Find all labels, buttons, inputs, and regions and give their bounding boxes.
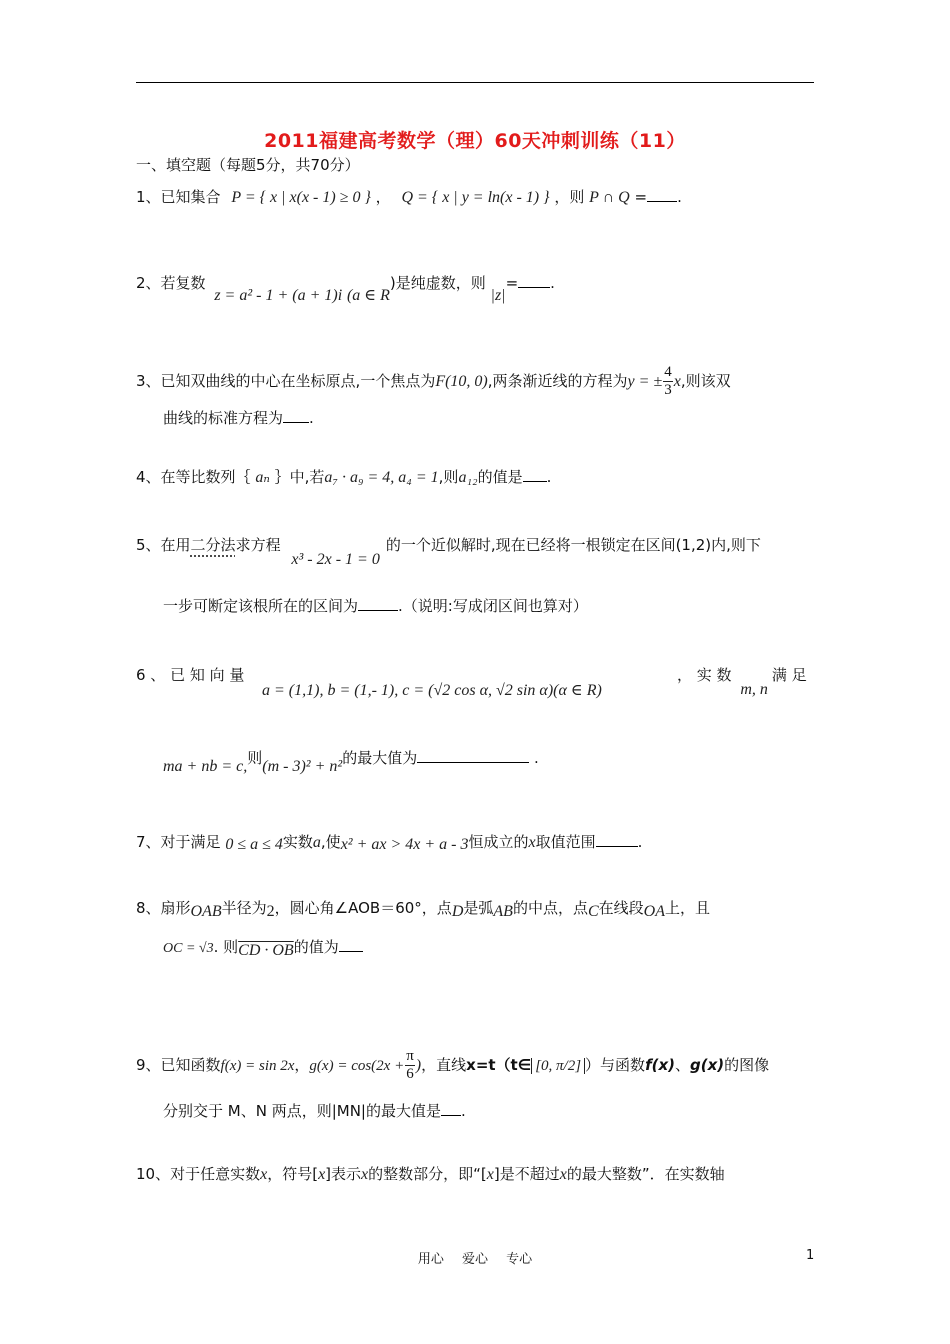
q10-c: ]表示 [325, 1165, 362, 1183]
q3-end: . [309, 409, 314, 427]
q3-asym: y = ± [627, 373, 663, 390]
q5-line1-a: 5、在用 [136, 536, 191, 554]
question-8 [136, 898, 710, 919]
q9-xt: x=t（t∈ [466, 1056, 532, 1074]
q5-equation: x³ - 2x - 1 = 0 [291, 551, 380, 568]
q9-line1-d: 的图像 [724, 1056, 770, 1074]
q1-answer-blank[interactable] [647, 187, 677, 202]
question-6-right [677, 665, 807, 698]
q3-line1-a: 3、已知双曲线的中心在坐标原点,一个焦点为 [136, 372, 436, 390]
question-5 [136, 535, 761, 568]
q4-prefix: 4、在等比数列｛ [136, 468, 251, 486]
q9-sep: ， [294, 1056, 310, 1074]
q9-line2: 分别交于 M、N 两点，则|MN|的最大值是 [163, 1102, 441, 1120]
q10-a: 10、对于任意实数 [136, 1165, 261, 1183]
question-7 [136, 832, 642, 853]
q7-mid3: 恒成立的 [468, 833, 529, 851]
q6-line1-a: 6 、 已 知 向 量 [136, 666, 245, 684]
q2-abs: |z| [490, 287, 506, 304]
question-9 [136, 1048, 769, 1083]
q10-x4: x [486, 1166, 494, 1183]
question-10 [136, 1164, 725, 1185]
q1-eq: = [634, 188, 648, 206]
q5-answer-blank[interactable] [358, 596, 398, 611]
q8-c: C [587, 903, 599, 920]
q5-line2-a: 一步可断定该根所在的区间为 [163, 597, 359, 615]
q9-line1-c: ）与函数 [585, 1056, 646, 1074]
question-3 [136, 364, 731, 399]
q1-mid: ，则 [554, 188, 585, 206]
q2-prefix: 2、若复数 [136, 274, 206, 292]
q8-line1-a: 8、扇形 [136, 899, 191, 917]
q7-answer-blank[interactable] [596, 832, 638, 847]
q6-vectors: a = (1,1), b = (1,- 1), c = (√2 cos α, √2 sin α)(α ∈ R) [262, 682, 602, 699]
q9-line1-a: 9、已知函数 [136, 1056, 221, 1074]
q4-target: a₁₂ [458, 469, 478, 486]
q1-sep: ， [375, 188, 391, 206]
q4-an: aₙ [255, 469, 270, 486]
page-title: 2011福建高考数学（理）60天冲刺训练（11） [264, 130, 686, 152]
q8-oab: OAB [190, 903, 222, 920]
q8-line1-g: 上，且 [664, 899, 710, 917]
q7-prefix: 7、对于满足 [136, 833, 221, 851]
q8-oa: OA [643, 903, 665, 920]
q7-end: . [637, 833, 643, 851]
q8-answer-blank[interactable] [339, 937, 363, 952]
q9-fx: f(x) [645, 1056, 675, 1074]
q2-expr: z = a² - 1 + (a + 1)i [214, 287, 343, 304]
q6-line1-c: 满 足 [771, 666, 807, 684]
q2-answer-blank[interactable] [518, 273, 550, 288]
q9-pi-fraction [405, 1048, 415, 1083]
q8-line2-b: . 则 [213, 938, 239, 956]
q10-d: 的整数部分，即“[ [368, 1165, 487, 1183]
q5-line1-c: 的一个近似解时,现在已经将一根锁定在区间(1,2)内,则下 [385, 536, 761, 554]
q3-line1-b: ,两条渐近线的方程为 [487, 372, 628, 390]
q6-end: . [534, 749, 539, 767]
q1-prefix: 1、已知集合 [136, 188, 221, 206]
question-4 [136, 467, 551, 488]
q8-radius: 2 [266, 903, 275, 920]
q9-pi-den: 6 [406, 1066, 414, 1082]
page-footer: 用心 爱心 专心 [417, 1252, 533, 1267]
q7-range: 0 ≤ a ≤ 4 [225, 836, 283, 853]
q8-line1-e: 的中点，点 [512, 899, 588, 917]
question-5-line2 [163, 596, 588, 616]
q3-x: x [673, 373, 681, 390]
q8-line1-c: ，圆心角∠AOB＝60°，点 [274, 899, 452, 917]
q7-suffix: 取值范围 [535, 833, 596, 851]
question-6-vectors [262, 680, 602, 701]
q4-mid2: ,则 [438, 468, 459, 486]
q4-end: . [546, 468, 552, 486]
q9-f: f(x) = sin 2x [220, 1058, 295, 1074]
q6-line1-b: ， 实 数 [677, 666, 732, 684]
q9-g: g(x) = cos(2x + [309, 1058, 405, 1074]
question-2 [136, 273, 555, 304]
q8-ab: AB [493, 903, 513, 920]
q8-line1-f: 在线段 [598, 899, 644, 917]
question-1 [136, 187, 682, 208]
q2-mid: )是纯虚数，则 [389, 274, 486, 292]
q9-line1-b: ，直线 [421, 1056, 467, 1074]
q9-interval: [0, π/2] [531, 1058, 585, 1074]
question-3-line2 [163, 408, 314, 428]
q8-line2-d: 的值为 [293, 938, 339, 956]
q4-cond: a₇ · a₉ = 4, a₄ = 1 [324, 469, 439, 486]
q7-mid2: ,使 [320, 833, 341, 851]
q3-line2: 曲线的标准方程为 [163, 409, 284, 427]
q3-frac-num: 4 [664, 364, 672, 380]
q9-g-end: ) [415, 1057, 422, 1074]
q4-mid: ｝中,若 [274, 468, 325, 486]
q5-method: 二分法 [190, 536, 236, 554]
header-rule [136, 82, 814, 83]
q10-e: ]是不超过 [493, 1165, 560, 1183]
q3-focus: F(10, 0) [435, 373, 488, 390]
question-8-line2 [163, 937, 363, 959]
q5-line1-b: 求方程 [235, 536, 281, 554]
q1-end: . [677, 188, 682, 206]
q9-and: 、 [674, 1056, 690, 1074]
q3-answer-blank[interactable] [283, 408, 309, 423]
q6-answer-blank[interactable] [417, 748, 529, 763]
q8-dot-product: CD · OB [238, 942, 294, 959]
q7-mid: 实数 [282, 833, 313, 851]
q9-pi-num: π [406, 1048, 414, 1064]
q2-eq: = [505, 274, 519, 292]
q5-line2-b: .（说明:写成闭区间也算对） [398, 597, 588, 615]
q4-suffix: 的值是 [477, 468, 523, 486]
q6-line2-c: (m - 3)² + n² [262, 758, 343, 775]
q8-line1-d: 是弧 [463, 899, 494, 917]
q7-a: a [312, 834, 321, 851]
q7-x: x [528, 834, 536, 851]
q8-line1-b: 半径为 [221, 899, 267, 917]
q9-answer-blank[interactable] [441, 1101, 461, 1116]
question-9-line2 [163, 1101, 466, 1121]
q10-x3: x [361, 1166, 369, 1183]
question-6-line2 [163, 748, 539, 775]
q10-b: ，符号[ [267, 1165, 319, 1183]
q7-ineq: x² + ax > 4x + a - 3 [340, 836, 469, 853]
q3-line1-c: ,则该双 [680, 372, 731, 390]
q2-paren: (a ∈ R [346, 287, 390, 304]
q6-line2-a: ma + nb = c, [163, 758, 248, 775]
q4-answer-blank[interactable] [523, 467, 547, 482]
q9-gx: g(x) [690, 1056, 725, 1074]
q10-x5: x [559, 1166, 567, 1183]
q1-set-q: Q = { x | y = ln(x - 1) } [401, 189, 550, 206]
q6-mn: m, n [740, 681, 768, 698]
q9-end: . [460, 1102, 466, 1120]
page-number: 1 [806, 1248, 815, 1263]
q6-line2-b: 则 [247, 749, 263, 767]
q8-oc: OC = √3 [163, 941, 214, 956]
q10-x2: x [318, 1166, 326, 1183]
q3-frac-den: 3 [664, 382, 672, 398]
q1-expr: P ∩ Q [589, 189, 630, 206]
q6-line2-d: 的最大值为 [342, 749, 418, 767]
q3-fraction [663, 364, 673, 399]
q8-d: D [451, 903, 464, 920]
section-header: 一、填空题（每题5分，共70分） [136, 156, 360, 174]
question-6 [136, 665, 244, 685]
q10-x1: x [260, 1166, 268, 1183]
q2-end: . [550, 274, 555, 292]
q1-set-p: P = { x | x(x - 1) ≥ 0 } [231, 189, 371, 206]
q10-f: 的最大整数”．在实数轴 [566, 1165, 725, 1183]
